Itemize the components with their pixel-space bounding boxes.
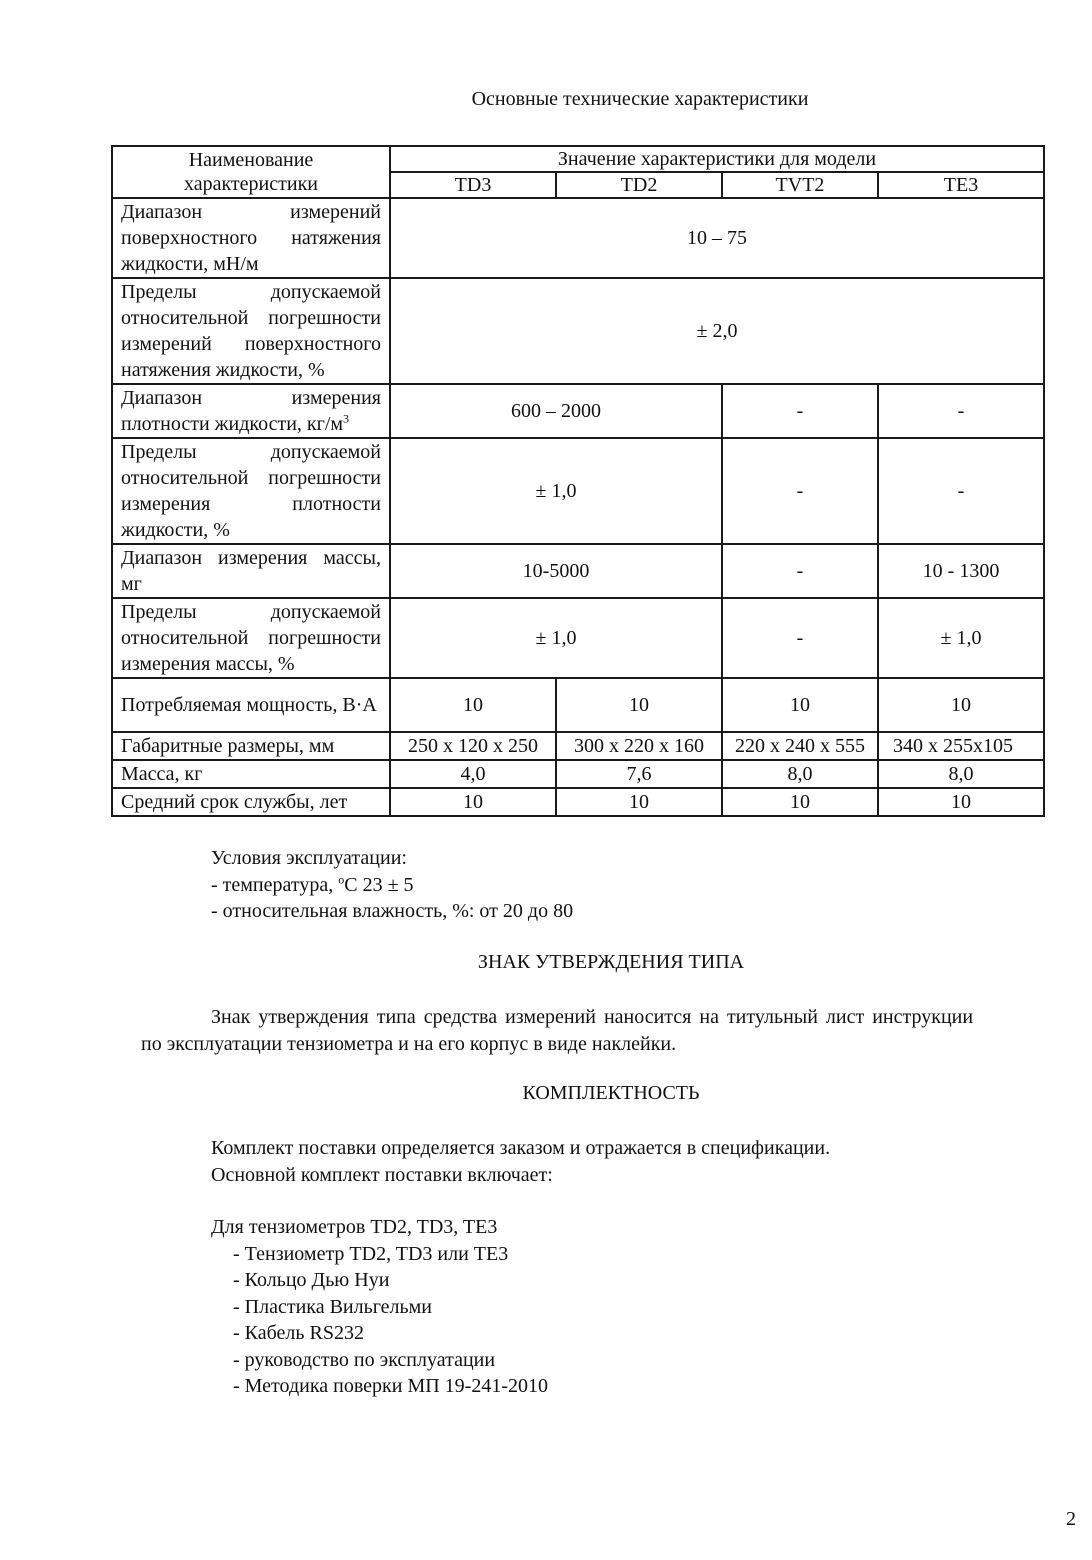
completeness-list (211, 1214, 548, 1400)
table-row (112, 544, 1044, 598)
table-row (112, 198, 1044, 278)
header-model-td2: TD2 (556, 172, 722, 198)
row-value: 8,0 (722, 760, 878, 788)
list-group-title: Для тензиометров TD2, TD3, TE3 (211, 1216, 498, 1238)
row-value: 250 x 120 x 250 (390, 732, 556, 760)
row-name: Диапазон измерения массы, мг (112, 544, 390, 598)
list-item: - Тензиометр TD2, TD3 или TE3 (233, 1242, 509, 1265)
row-value-tvt2: - (722, 438, 878, 544)
row-value-te3: - (878, 438, 1044, 544)
row-value: 10 (878, 788, 1044, 816)
completeness-line1: Комплект поставки определяется заказом и отражается в спецификации. (211, 1137, 831, 1159)
temp-value: C 23 ± 5 (344, 873, 414, 896)
row-value: 10 (878, 678, 1044, 732)
row-value: 7,6 (556, 760, 722, 788)
row-value-merged: ± 2,0 (390, 278, 1044, 384)
completeness-heading: КОМПЛЕКТНОСТЬ (522, 1082, 700, 1104)
table-row (112, 598, 1044, 678)
page-title: Основные технические характеристики (471, 88, 809, 110)
conditions-humidity: - относительная влажность, %: от 20 до 80 (211, 900, 574, 922)
conditions-temperature (211, 872, 573, 899)
row-value-te3: ± 1,0 (878, 598, 1044, 678)
approval-line1: Знак утверждения типа средства измерений наносится на титульный лист инструкции (211, 1006, 974, 1028)
row-name: Диапазон измерений поверхностного натяжения жидкости, мН/м (112, 198, 390, 278)
row-value-td: 600 – 2000 (390, 384, 722, 438)
table-row (112, 760, 1044, 788)
row-name: Средний срок службы, лет (112, 788, 390, 816)
row-name: Габаритные размеры, мм (112, 732, 390, 760)
row-value-td: ± 1,0 (390, 438, 722, 544)
conditions-block (211, 845, 573, 925)
row-value-td: 10-5000 (390, 544, 722, 598)
row-value-merged: 10 – 75 (390, 198, 1044, 278)
row-value: 220 x 240 x 555 (722, 732, 878, 760)
list-item: - Кольцо Дью Нуи (233, 1269, 390, 1291)
list-item: - Пластика Вильгельми (233, 1295, 432, 1318)
row-value-tvt2: - (722, 384, 878, 438)
row-value-tvt2: - (722, 544, 878, 598)
table-row (112, 788, 1044, 816)
row-value: 10 (556, 788, 722, 816)
conditions-heading: Условия эксплуатации: (211, 847, 407, 869)
row-name: Пределы допускаемой относительной погрешности измерения массы, % (112, 598, 390, 678)
page-number: 2 (1066, 1508, 1076, 1530)
row-value-td: ± 1,0 (390, 598, 722, 678)
row-value: 10 (390, 678, 556, 732)
completeness-line2: Основной комплект поставки включает: (211, 1164, 553, 1186)
approval-heading: ЗНАК УТВЕРЖДЕНИЯ ТИПА (477, 951, 745, 973)
row-value: 10 (722, 788, 878, 816)
row-name: Потребляемая мощность, В·А (112, 678, 390, 732)
row-name-text: Диапазон измерения плотности жидкости, кг/м (121, 387, 381, 435)
header-group: Значение характеристики для модели (390, 146, 1044, 172)
temp-prefix: - температура, (211, 873, 339, 896)
row-value-te3: 10 - 1300 (878, 544, 1044, 598)
header-model-td3: TD3 (390, 172, 556, 198)
row-value: 10 (390, 788, 556, 816)
spec-table (111, 145, 1045, 817)
row-value: 4,0 (390, 760, 556, 788)
table-row (112, 384, 1044, 438)
header-model-tvt2: TVT2 (722, 172, 878, 198)
row-name: Пределы допускаемой относительной погрешности измерения плотности жидкости, % (112, 438, 390, 544)
list-item: - Методика поверки МП 19-241-2010 (233, 1375, 548, 1397)
row-name: Масса, кг (112, 760, 390, 788)
superscript: 3 (343, 411, 350, 426)
table-row (112, 278, 1044, 384)
header-model-te3: TE3 (878, 172, 1044, 198)
table-row (112, 732, 1044, 760)
list-item: - Кабель RS232 (233, 1322, 364, 1344)
list-item: - руководство по эксплуатации (233, 1348, 496, 1371)
row-value-tvt2: - (722, 598, 878, 678)
degree-superscript: o (338, 871, 345, 886)
row-value: 340 x 255x105 (878, 732, 1044, 760)
row-value: 10 (556, 678, 722, 732)
table-row (112, 678, 1044, 732)
approval-line2: по эксплуатации тензиометра и на его корпус в виде наклейки. (141, 1033, 677, 1055)
row-value: 10 (722, 678, 878, 732)
table-row (112, 438, 1044, 544)
header-name-col: Наименование характеристики (112, 146, 390, 198)
row-value: 8,0 (878, 760, 1044, 788)
row-value-te3: - (878, 384, 1044, 438)
row-name (112, 384, 390, 438)
row-name: Пределы допускаемой относительной погрешности измерений поверхностного натяжения жидкости, % (112, 278, 390, 384)
row-value: 300 x 220 x 160 (556, 732, 722, 760)
